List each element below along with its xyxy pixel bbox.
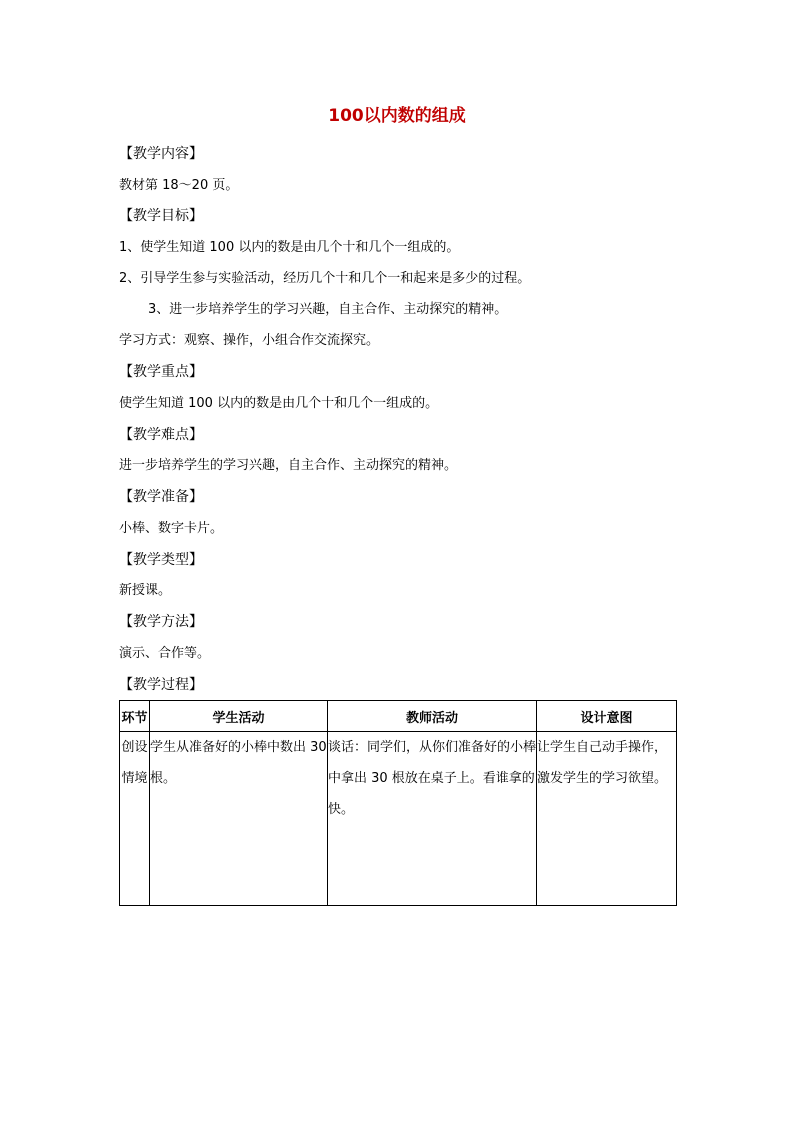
header-design-intent: 设计意图: [537, 701, 677, 732]
heading-teaching-key-point: 【教学重点】: [119, 364, 203, 380]
heading-teaching-content: 【教学内容】: [119, 146, 203, 162]
heading-teaching-goals: 【教学目标】: [119, 208, 203, 224]
preparation-text: 小棒、数字卡片。: [119, 521, 224, 536]
stage-label-line1: 创设: [121, 740, 148, 755]
document-title: 100以内数的组成: [328, 106, 466, 126]
header-student-activity: 学生活动: [150, 701, 328, 732]
goal-item-1: 1、使学生知道 100 以内的数是由几个十和几个一组成的。: [119, 240, 460, 255]
table-header-row: [120, 701, 677, 732]
cell-stage: [120, 732, 150, 906]
header-teacher-activity: 教师活动: [328, 701, 537, 732]
heading-teaching-process: 【教学过程】: [119, 677, 203, 693]
heading-teaching-method: 【教学方法】: [119, 614, 203, 630]
heading-teaching-difficulty: 【教学难点】: [119, 427, 203, 443]
key-point-text: 使学生知道 100 以内的数是由几个十和几个一组成的。: [119, 396, 439, 411]
stage-label-line2: 情境: [121, 771, 148, 786]
heading-teaching-preparation: 【教学准备】: [119, 489, 203, 505]
cell-student-activity: 学生从准备好的小棒中数出 30 根。: [150, 732, 328, 906]
cell-design-intent: 让学生自己动手操作，激发学生的学习欲望。: [537, 732, 677, 906]
study-method-text: 学习方式：观察、操作，小组合作交流探究。: [119, 333, 380, 348]
goal-item-3: 3、进一步培养学生的学习兴趣，自主合作、主动探究的精神。: [148, 302, 508, 317]
goal-item-2: 2、引导学生参与实验活动，经历几个十和几个一和起来是多少的过程。: [119, 271, 531, 286]
table-row: [120, 732, 677, 906]
heading-teaching-type: 【教学类型】: [119, 552, 203, 568]
teaching-process-table: [119, 700, 677, 906]
header-stage: 环节: [120, 701, 150, 732]
difficulty-text: 进一步培养学生的学习兴趣，自主合作、主动探究的精神。: [119, 458, 458, 473]
teaching-content-text: 教材第 18～20 页。: [119, 178, 239, 193]
cell-teacher-activity: 谈话：同学们，从你们准备好的小棒中拿出 30 根放在桌子上。看谁拿的快。: [328, 732, 537, 906]
teaching-type-text: 新授课。: [119, 583, 172, 598]
teaching-method-text: 演示、合作等。: [119, 646, 211, 661]
